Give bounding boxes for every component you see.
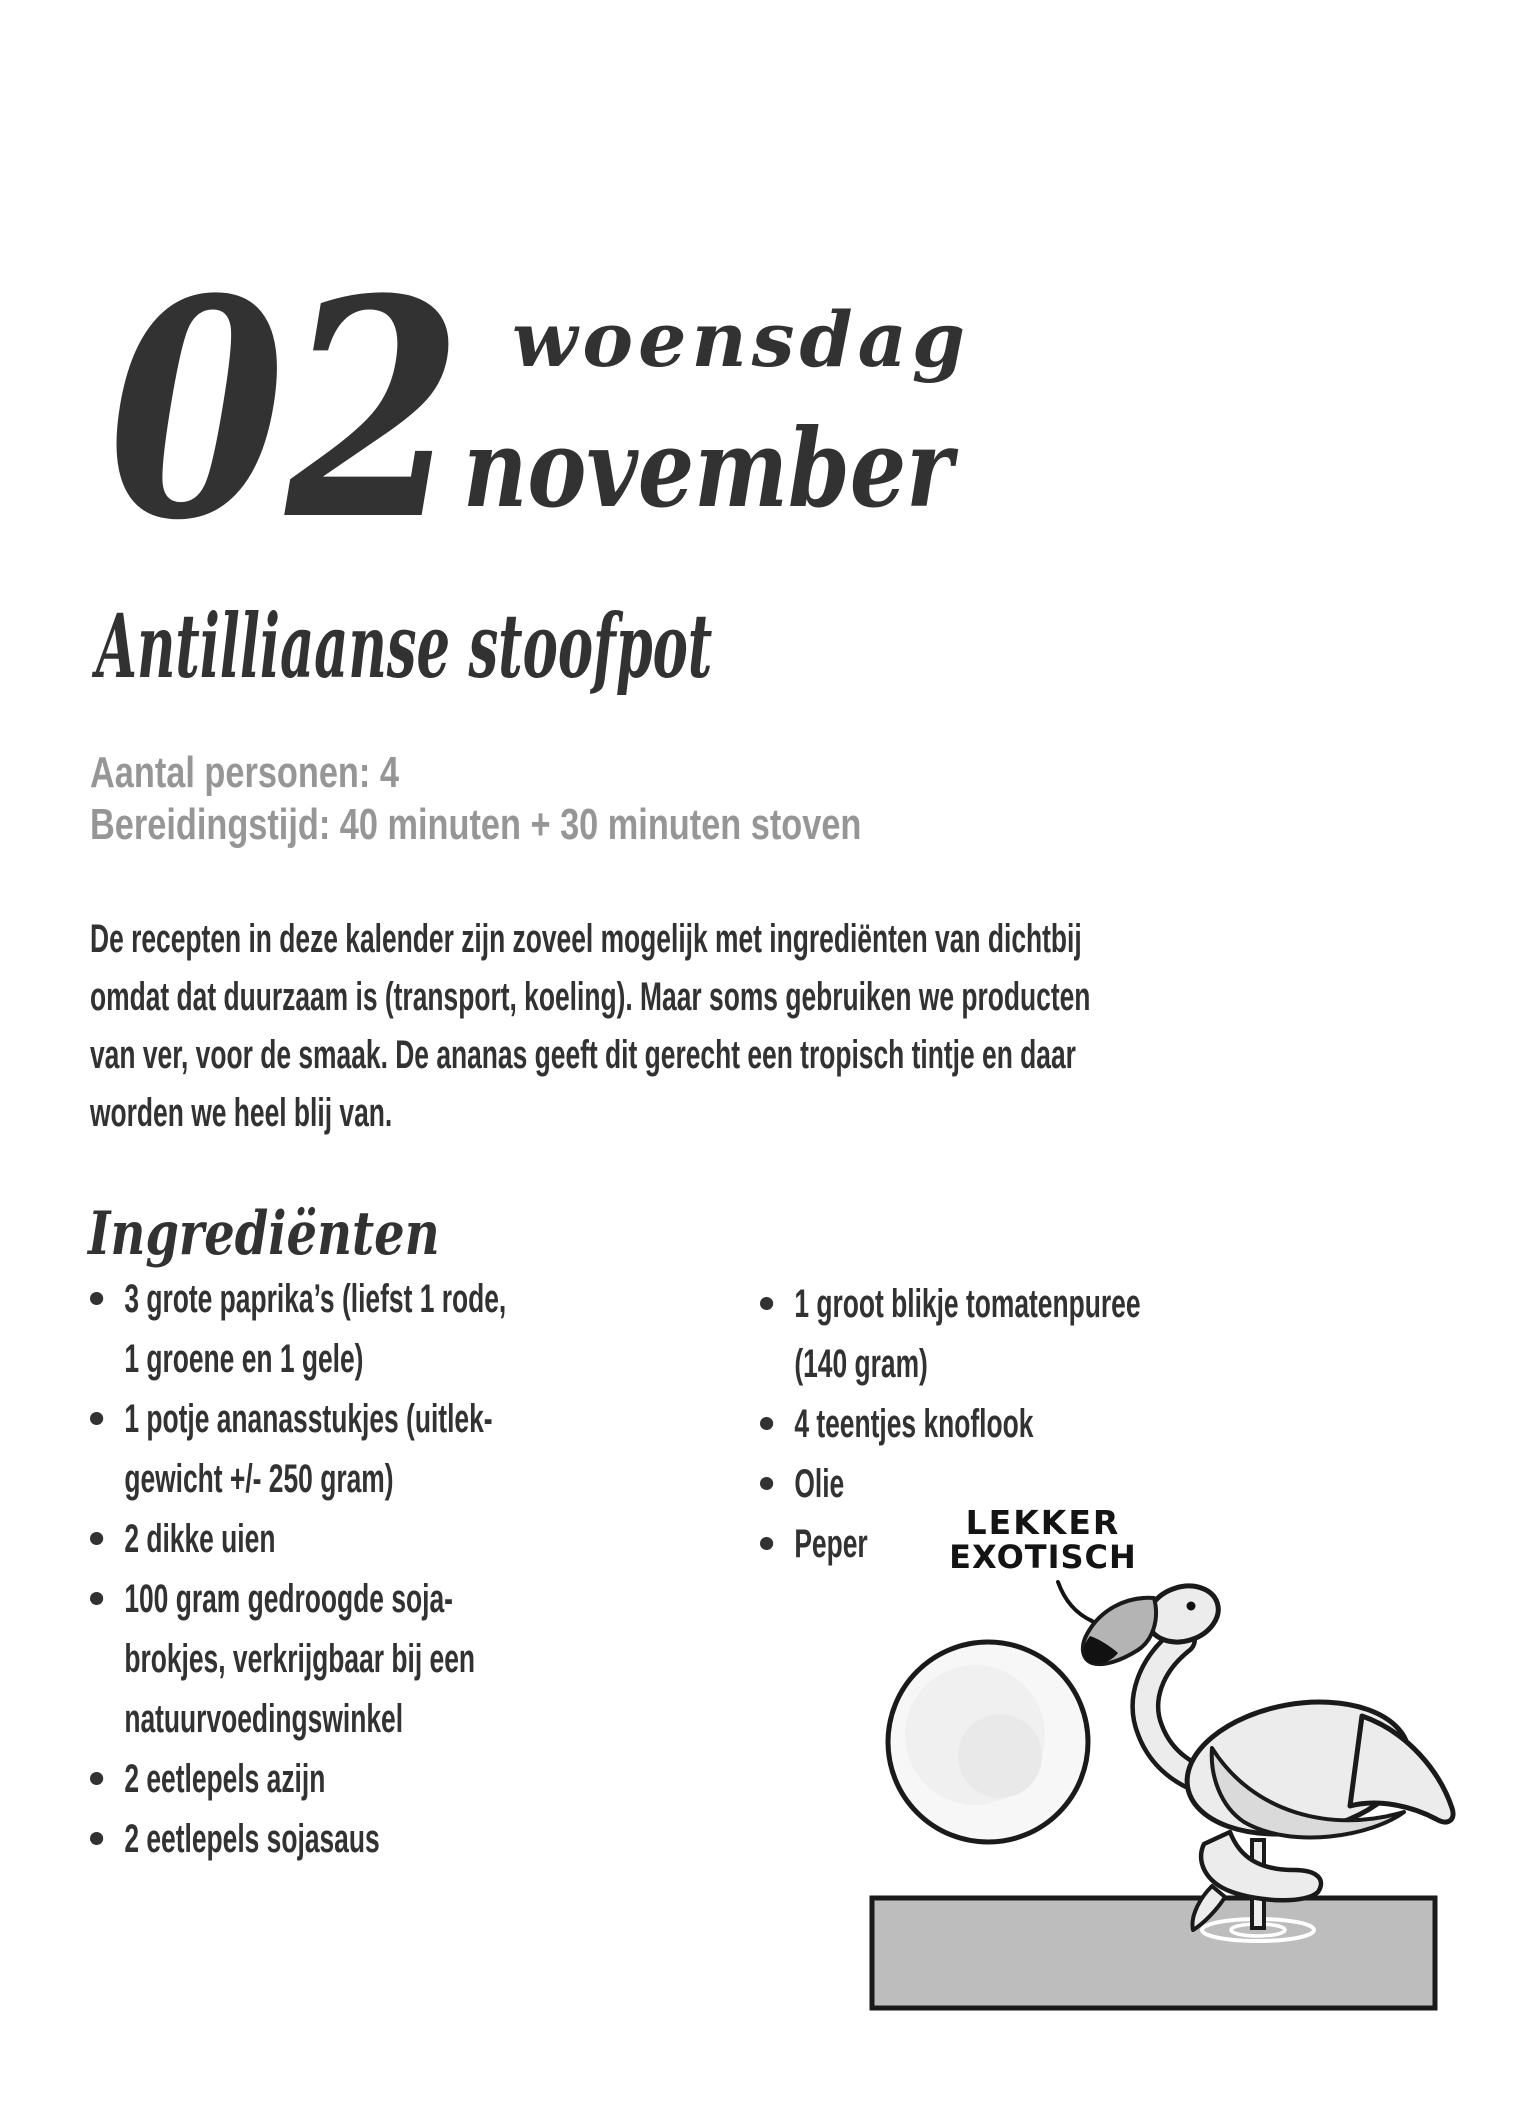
ingredient-text: Olie [794,1462,845,1506]
ingredients-heading: Ingrediënten [88,1199,440,1269]
ingredient-text: 1 potje ananasstukjes (uitlek- [124,1397,493,1441]
water-platform [872,1898,1435,2008]
day-number: 02 [108,233,463,586]
speech-line: LEKKER [965,1503,1121,1542]
intro-line: omdat dat duurzaam is (transport, koeling). Maar soms gebruiken we producten [90,975,1091,1019]
ball-icon [888,1642,1088,1842]
month-label: november [463,406,953,532]
ingredient-text: natuurvoedingswinkel [124,1697,404,1741]
servings-label: Aantal personen: 4 [90,748,399,797]
ingredient-text: 1 groene en 1 gele) [124,1337,364,1381]
ingredient-text: 4 teentjes knoflook [794,1402,1034,1446]
ingredient-text: brokjes, verkrijgbaar bij een [124,1637,476,1681]
intro-line: De recepten in deze kalender zijn zoveel mogelijk met ingrediënten van dichtbij [90,917,1082,961]
eye-icon [1187,1602,1196,1611]
ingredient-text: Peper [794,1522,868,1566]
prep-time-label: Bereidingstijd: 40 minuten + 30 minuten stoven [90,800,862,849]
ingredient-text: 2 eetlepels sojasaus [124,1817,380,1861]
flamingo-icon [1083,1577,1453,1930]
recipe-title: Antilliaanse stoofpot [96,594,713,698]
ingredient-text: gewicht +/- 250 gram) [124,1457,394,1501]
ingredient-text: 2 eetlepels azijn [124,1757,326,1801]
weekday-label: woensdag [512,295,971,384]
ingredient-text: 3 grote paprika’s (liefst 1 rode, [124,1277,507,1321]
speech-tail [1058,1582,1092,1621]
intro-line: worden we heel blij van. [90,1091,393,1135]
ingredient-text: 100 gram gedroogde soja- [124,1577,453,1621]
ingredient-text: (140 gram) [794,1342,928,1386]
intro-line: van ver, voor de smaak. De ananas geeft dit gerecht een tropisch tintje en daar [90,1033,1076,1077]
speech-line: EXOTISCH [949,1538,1137,1576]
ingredient-text: 2 dikke uien [124,1517,276,1561]
ingredient-text: 1 groot blikje tomatenpuree [794,1282,1141,1326]
